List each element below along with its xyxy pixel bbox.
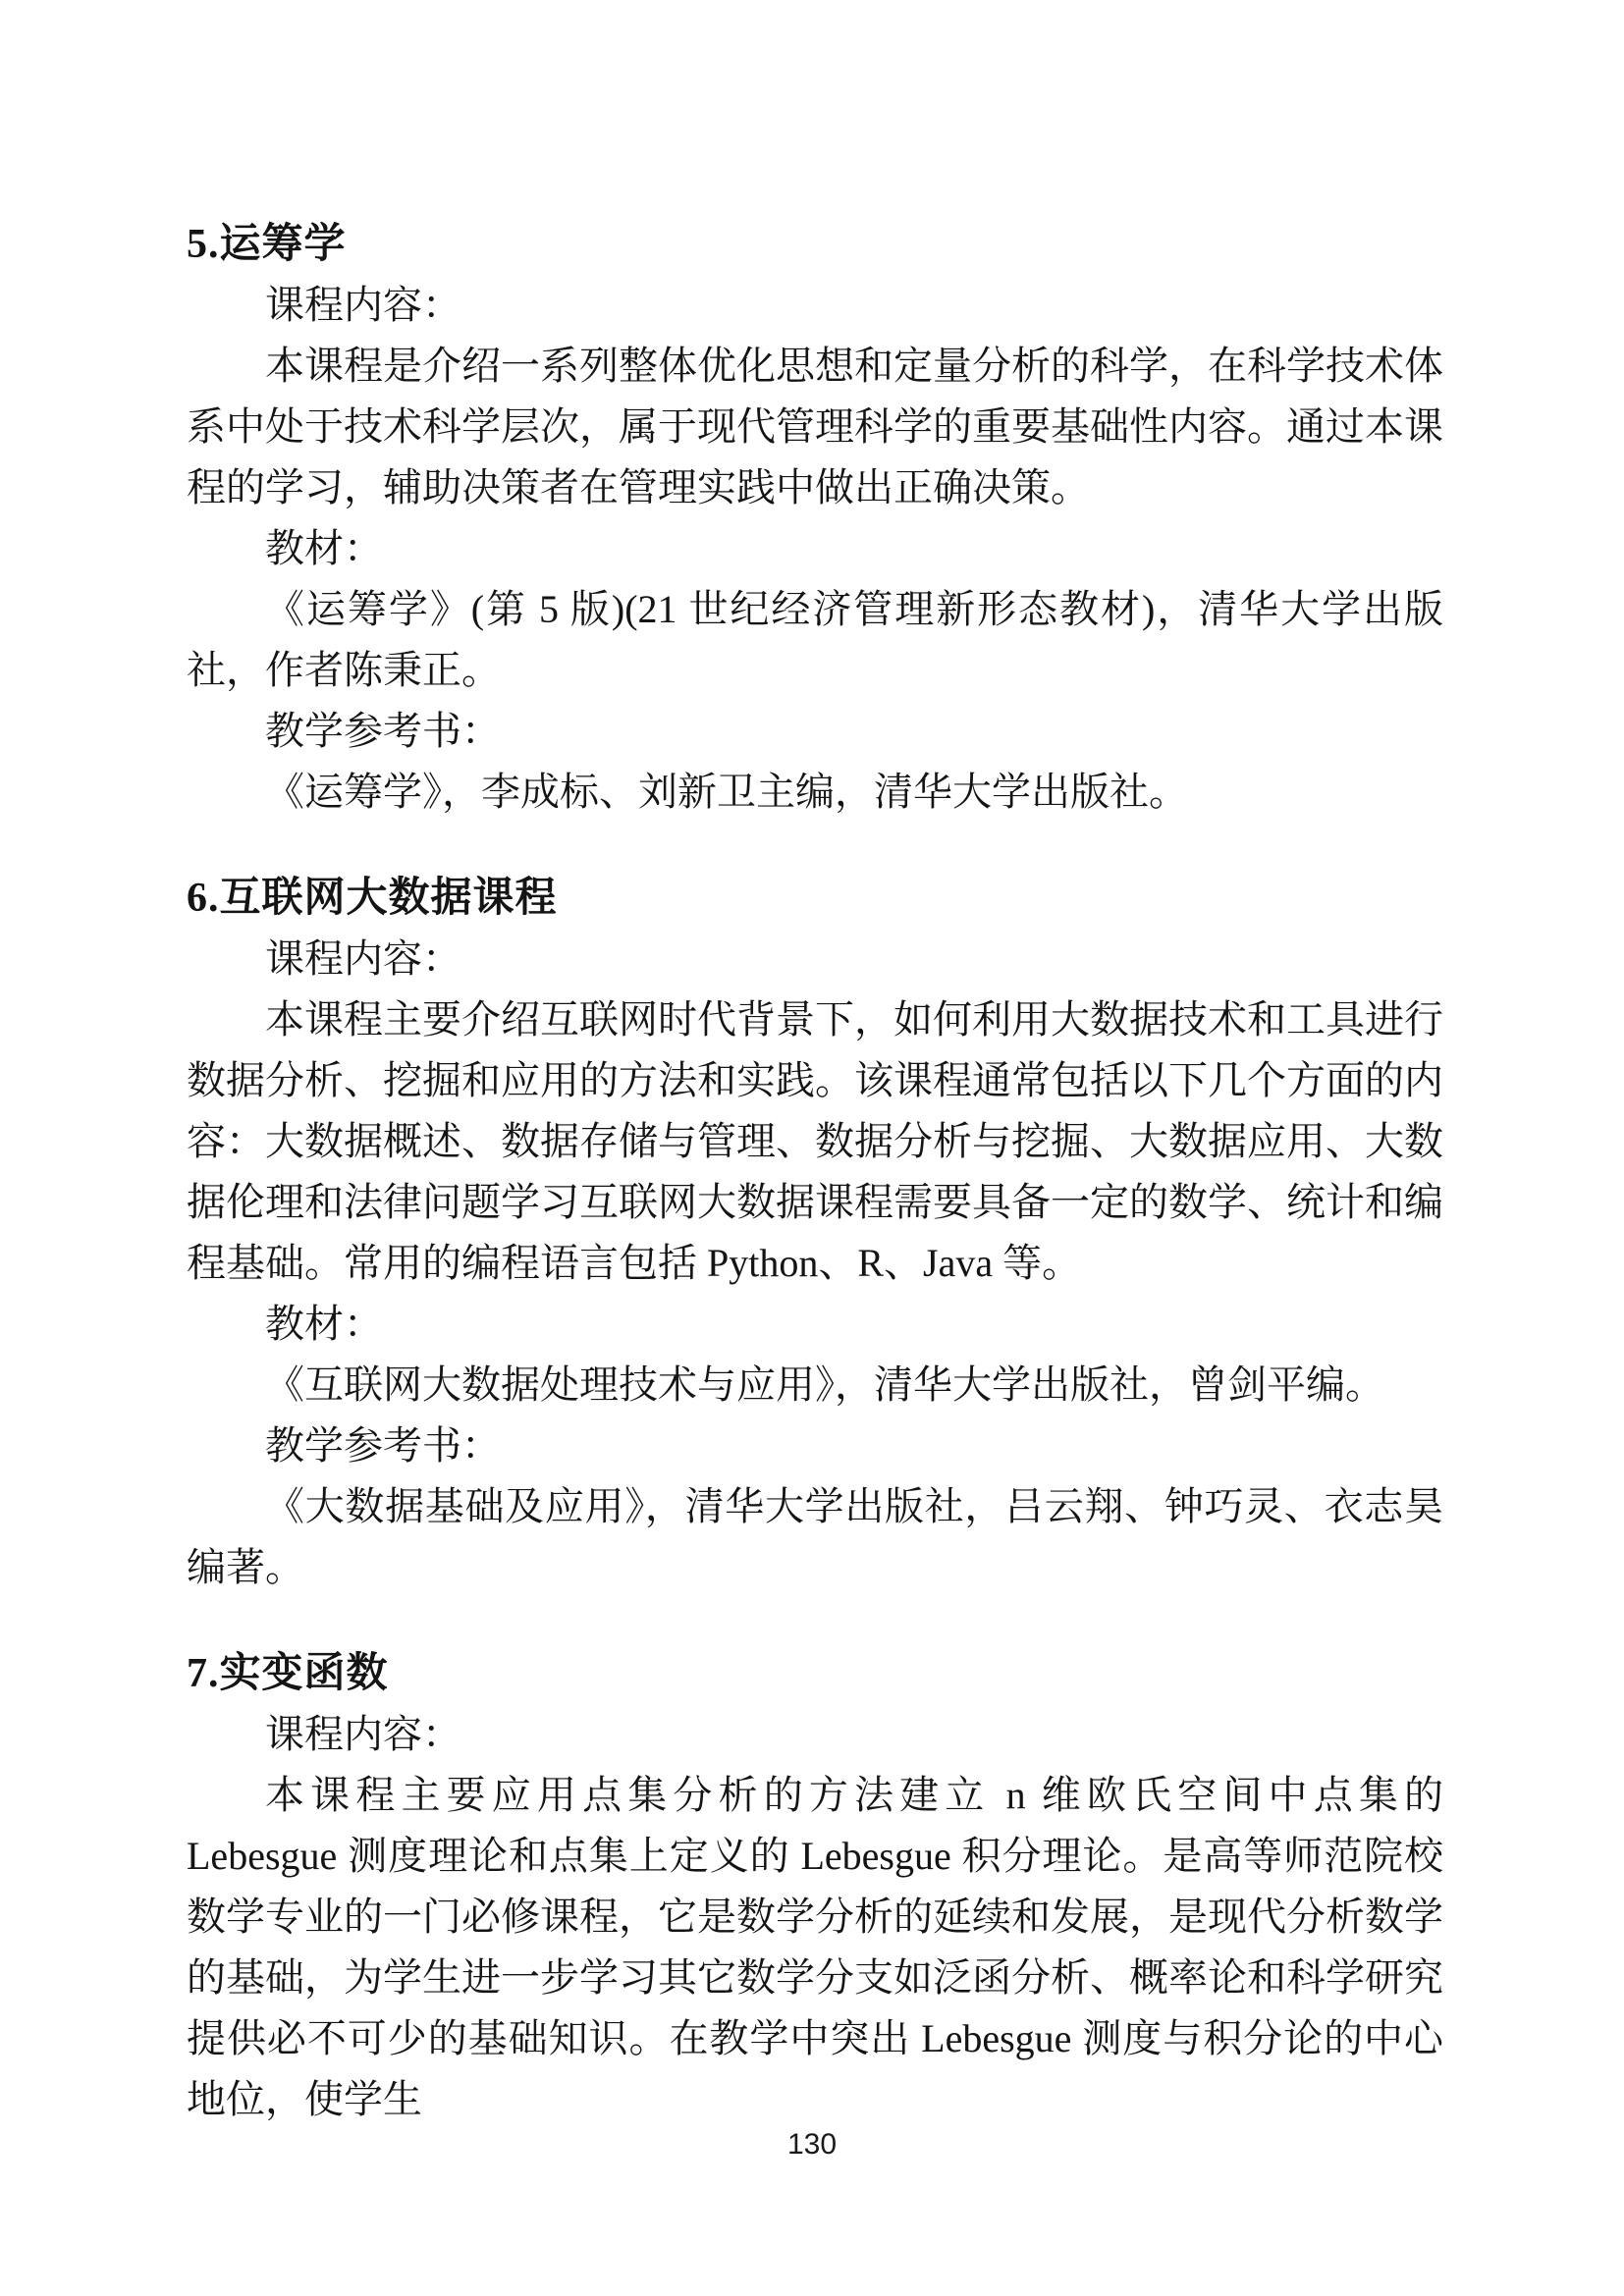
reference-label: 教学参考书： [265, 709, 501, 753]
page-number: 130 [786, 2128, 838, 2161]
course-content-label: 课程内容： [265, 283, 461, 327]
reference-label: 教学参考书： [265, 1423, 501, 1468]
page-content [187, 214, 1443, 2130]
reference-entry: 《大数据基础及应用》，清华大学出版社，吕云翔、钟巧灵、衣志昊编著。 [187, 1484, 1443, 1589]
section-operations-research [187, 214, 1443, 823]
textbook-label: 教材： [265, 1302, 383, 1346]
section-heading: 6.互联网大数据课程 [187, 876, 558, 921]
textbook-label: 教材： [265, 526, 383, 570]
textbook-entry: 《运筹学》(第 5 版)(21 世纪经济管理新形态教材)，清华大学出版社，作者陈秉正。 [187, 587, 1443, 692]
course-description: 本课程是介绍一系列整体优化思想和定量分析的科学，在科学技术体系中处于技术科学层次，属于现代管理科学的重要基础性内容。通过本课程的学习，辅助决策者在管理实践中做出正确决策。 [187, 344, 1443, 509]
course-content-label: 课程内容： [265, 1712, 461, 1756]
course-content-label: 课程内容： [265, 936, 461, 981]
textbook-entry: 《互联网大数据处理技术与应用》，清华大学出版社，曾剑平编。 [265, 1362, 1384, 1407]
course-description: 本课程主要应用点集分析的方法建立 n 维欧氏空间中点集的 Lebesgue 测度理论和点集上定义的 Lebesgue 积分理论。是高等师范院校数学专业的一门必修课程，它是数学分析的延续和发展，是现代分析数学的基础，为学生进一步学习其它数学分支如泛函分析、概率论和科学研究提供必不可少的基础知识。在教学中突出 Lebesgue 测度与积分论的中心地位，使学生 [187, 1773, 1443, 2121]
reference-entry: 《运筹学》，李成标、刘新卫主编，清华大学出版社。 [265, 770, 1188, 814]
section-heading: 7.实变函数 [187, 1651, 389, 1696]
section-real-variable-functions [187, 1643, 1443, 2130]
section-internet-big-data [187, 868, 1443, 1598]
section-heading: 5.运筹学 [187, 222, 347, 267]
page-footer [0, 2128, 1624, 2162]
course-description: 本课程主要介绍互联网时代背景下，如何利用大数据技术和工具进行数据分析、挖掘和应用的方法和实践。该课程通常包括以下几个方面的内容：大数据概述、数据存储与管理、数据分析与挖掘、大数据应用、大数据伦理和法律问题学习互联网大数据课程需要具备一定的数学、统计和编程基础。常用的编程语言包括 Python、R、Java 等。 [187, 997, 1443, 1285]
